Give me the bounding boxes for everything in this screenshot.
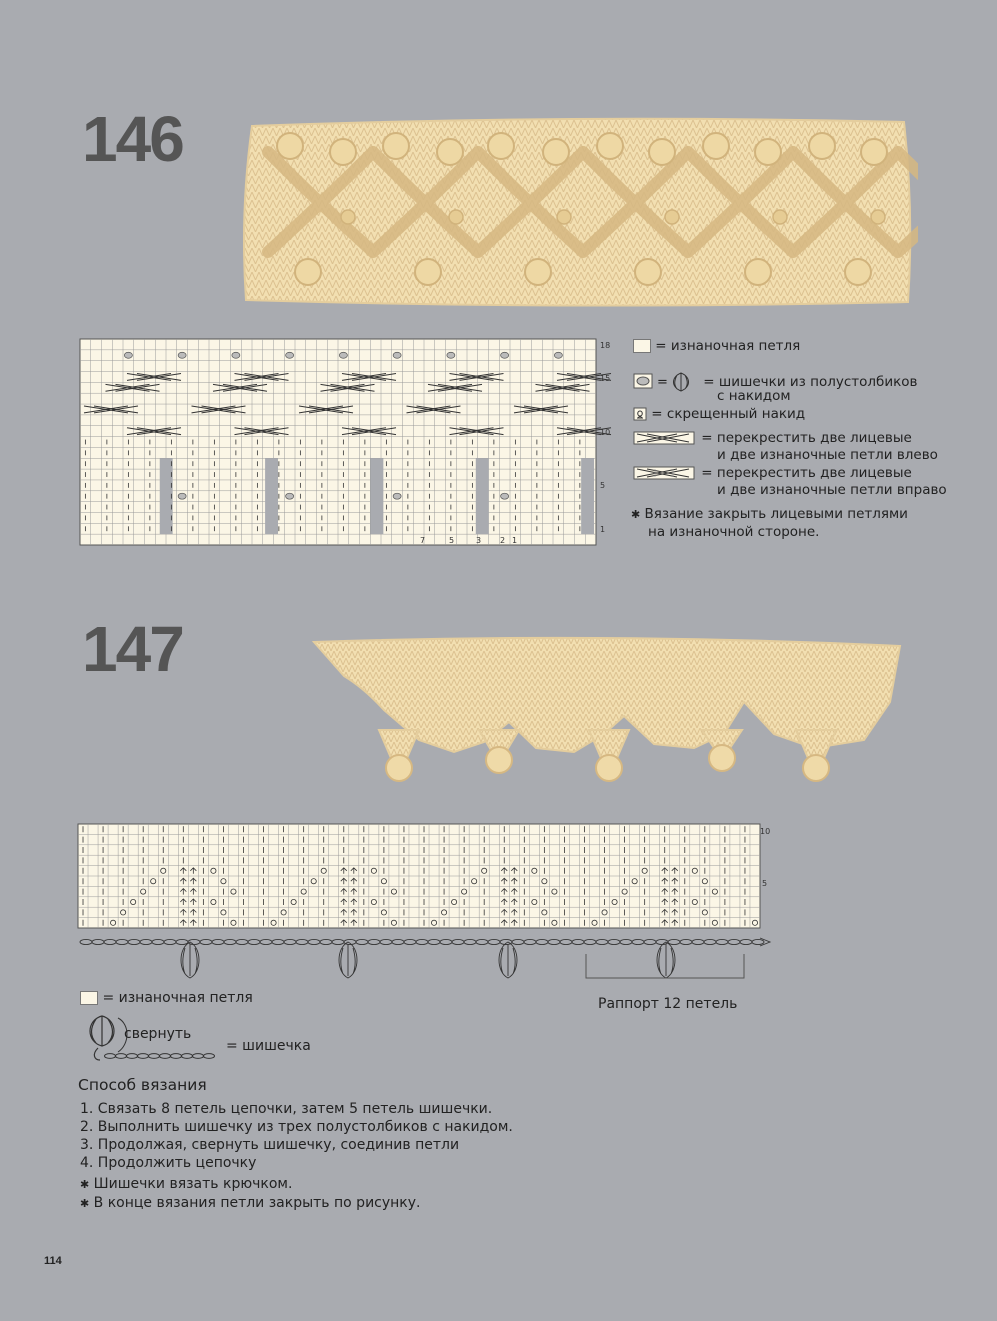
knitted-swatch-147-image: [304, 630, 914, 805]
chart146-row-label-5: 5: [600, 481, 606, 490]
knitting-chart-147: [76, 822, 776, 994]
legend147-roll-text: свернуть: [124, 1026, 192, 1042]
purl-symbol-icon: [633, 339, 651, 353]
svg-text:=: =: [657, 375, 668, 390]
method-title: Способ вязания: [78, 1076, 207, 1094]
flower-bullet-icon: ✱: [631, 508, 641, 521]
chart146-row-label-15: 15: [600, 374, 611, 383]
legend-note-text-2: на изнаночной стороне.: [648, 524, 820, 540]
method-step-4: 4. Продолжить цепочку: [80, 1155, 257, 1171]
chart146-row-label-1: 1: [600, 525, 606, 534]
chart146-col-label-5: 5: [449, 536, 455, 545]
cross-left-symbol-icon: [633, 431, 697, 445]
chart147-row-label-10: 10: [760, 827, 771, 836]
method-step-2: 2. Выполнить шишечку из трех полустолбиков с накидом.: [80, 1119, 513, 1135]
knitting-chart-146: [78, 337, 612, 548]
legend-twisted-text: = скрещенный накид: [651, 406, 806, 422]
chart146-col-label-2: 2: [500, 536, 506, 545]
legend147-purl-text: = изнаночная петля: [102, 990, 253, 1006]
chart146-col-label-1: 1: [512, 536, 518, 545]
method-note-1: Шишечки вязать крючком.: [93, 1176, 293, 1192]
page-number: 114: [44, 1255, 62, 1267]
knitted-swatch-146-image: [238, 112, 918, 314]
chart146-col-label-7: 7: [420, 536, 426, 545]
legend-cross-left-text-2: и две изнаночные петли влево: [717, 447, 938, 463]
purl-symbol-icon-147: [80, 991, 98, 1005]
chart146-col-label-3: 3: [476, 536, 482, 545]
legend-bobble-text-2: с накидом: [717, 388, 791, 404]
method-note-2: В конце вязания петли закрыть по рисунку.: [93, 1195, 421, 1211]
legend-cross-right-text-1: = перекрестить две лицевые: [701, 465, 912, 481]
legend-146: [633, 338, 973, 548]
method-step-1: 1. Связать 8 петель цепочки, затем 5 петель шишечки.: [80, 1101, 493, 1117]
legend-note-text-1: Вязание закрыть лицевыми петлями: [644, 506, 908, 522]
legend-cross-right-text-2: и две изнаночные петли вправо: [717, 482, 947, 498]
chart146-row-label-18: 18: [600, 341, 611, 350]
legend-purl-text: = изнаночная петля: [655, 338, 801, 354]
cross-right-symbol-icon: [633, 466, 697, 480]
bobble-symbol-icon: [633, 371, 699, 393]
method-step-3: 3. Продолжая, свернуть шишечку, соединив петли: [80, 1137, 460, 1153]
pattern-number-146: 146: [82, 103, 183, 175]
legend-cross-left-text-1: = перекрестить две лицевые: [701, 430, 912, 446]
legend147-bobble-text: = шишечка: [226, 1038, 311, 1054]
method-steps: [80, 1100, 513, 1213]
twisted-yarn-over-symbol-icon: [633, 407, 647, 421]
flower-bullet-icon: ✱: [80, 1178, 90, 1191]
legend-bobble-text-1: = шишечки из полустолбиков: [703, 374, 918, 390]
chart146-row-label-10: 10: [600, 428, 611, 437]
flower-bullet-icon: ✱: [80, 1197, 90, 1210]
pattern-number-147: 147: [82, 613, 183, 685]
repeat-label: Раппорт 12 петель: [598, 996, 738, 1012]
chart147-row-label-5: 5: [762, 879, 768, 888]
